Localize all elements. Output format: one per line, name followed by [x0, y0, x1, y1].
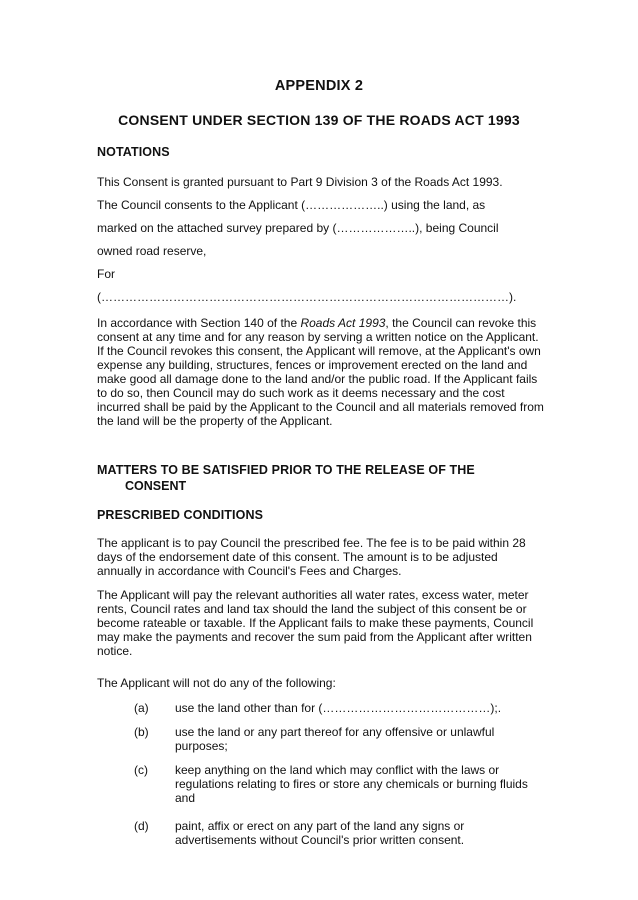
notation-line: owned road reserve,: [97, 244, 207, 258]
prescribed-conditions-heading: PRESCRIBED CONDITIONS: [97, 508, 264, 522]
item-label-b: (b): [134, 725, 149, 739]
item-label-c: (c): [134, 763, 148, 777]
consent-title: CONSENT UNDER SECTION 139 OF THE ROADS ACT 1993: [118, 112, 520, 128]
notation-line: For: [97, 267, 115, 281]
notation-line: marked on the attached survey prepared by (………………..), being Council: [97, 221, 499, 235]
revocation-paragraph: In accordance with Section 140 of the Roads Act 1993, the Council can revoke this consent at any time and for any reason by serving a written notice on the Applicant. If the Council revokes this consent, the Applicant will remove, at the Applicant's own expense any building, structures, fences or improvement erected on the land and make good all damage done to the land and/or the public road. If the Applicant fails to do so, then Council may do such work as it deems necessary and the cost incurred shall be paid by the Applicant to the Council and all materials removed from the land will be the property of the Applicant.: [97, 316, 544, 428]
item-text-a: use the land other than for (……………………………………);.: [175, 701, 502, 715]
item-label-a: (a): [134, 701, 149, 715]
item-text-c: keep anything on the land which may conflict with the laws or regulations relating to fires or store any chemicals or burning fluids and: [175, 763, 528, 805]
not-do-intro: The Applicant will not do any of the following:: [97, 676, 336, 690]
matters-heading-continued: CONSENT: [125, 479, 187, 493]
appendix-title: APPENDIX 2: [274, 78, 364, 94]
notations-heading: NOTATIONS: [97, 145, 170, 159]
act-name: Roads Act 1993: [300, 316, 386, 330]
fee-paragraph: The applicant is to pay Council the prescribed fee. The fee is to be paid within 28 days of the endorsement date of this consent. The amount is to be adjusted annually in accordance with Council's Fees and Charges.: [97, 536, 526, 578]
notation-line: (…………………………………………………………………………………………).: [97, 290, 517, 304]
matters-heading: MATTERS TO BE SATISFIED PRIOR TO THE RELEASE OF THE: [97, 463, 475, 477]
item-text-b: use the land or any part thereof for any offensive or unlawful purposes;: [175, 725, 495, 753]
notation-line: The Council consents to the Applicant (………………..) using the land, as: [97, 198, 486, 212]
notation-line: This Consent is granted pursuant to Part 9 Division 3 of the Roads Act 1993.: [97, 175, 503, 189]
rates-paragraph: The Applicant will pay the relevant authorities all water rates, excess water, meter rents, Council rates and land tax should the land the subject of this consent be or become rateable or taxable. If the Applicant fails to make these payments, Council may make the payments and recover the sum paid from the Applicant after written notice.: [97, 588, 534, 658]
item-label-d: (d): [134, 819, 149, 833]
item-text-d: paint, affix or erect on any part of the land any signs or advertisements without Council's prior written consent.: [175, 819, 465, 847]
